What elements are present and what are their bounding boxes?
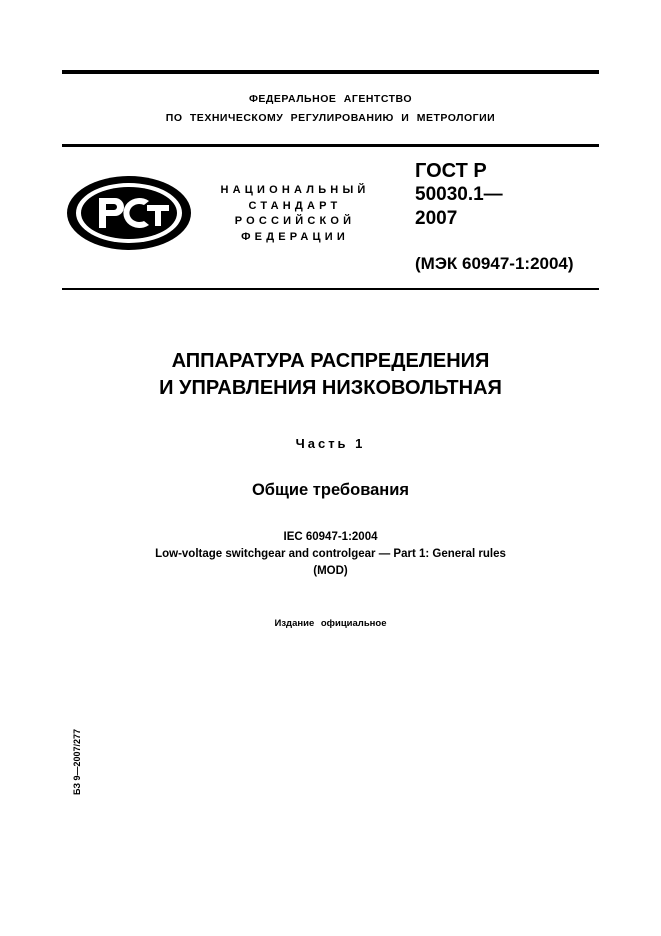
top-rule: [62, 70, 599, 74]
subtitle: Общие требования: [251, 481, 410, 499]
national-line-1: НАЦИОНАЛЬНЫЙ: [220, 184, 370, 196]
national-line-2: СТАНДАРТ: [248, 199, 342, 212]
part-label: Часть 1: [295, 436, 366, 451]
gost-line-2: 50030.1—: [415, 184, 503, 205]
side-code: БЗ 9—2007/277: [72, 728, 82, 795]
edition-label: Издание официальное: [274, 618, 387, 629]
agency-line-1: ФЕДЕРАЛЬНОЕ АГЕНТСТВО: [248, 93, 413, 105]
document-title: [0, 348, 661, 402]
title-line-1: АППАРАТУРА РАСПРЕДЕЛЕНИЯ: [171, 350, 490, 372]
iec-reference: [0, 529, 661, 580]
national-line-4: ФЕДЕРАЦИИ: [241, 230, 349, 243]
national-line-3: РОССИЙСКОЙ: [234, 215, 356, 227]
iec-line-3: (MOD): [313, 565, 348, 577]
header-rule: [62, 144, 599, 147]
iec-line-1: IEC 60947-1:2004: [283, 531, 378, 543]
gost-line-3: 2007: [415, 208, 458, 229]
gost-line-1: ГОСТ Р: [415, 160, 487, 182]
standard-rule: [62, 288, 599, 290]
title-line-2: И УПРАВЛЕНИЯ НИЗКОВОЛЬТНАЯ: [159, 377, 502, 399]
mek-reference: (МЭК 60947-1:2004): [415, 254, 574, 273]
gost-number: [415, 159, 503, 231]
gost-r-mark-icon: [65, 174, 193, 252]
national-standard-label: [200, 183, 390, 245]
agency-line-2: ПО ТЕХНИЧЕСКОМУ РЕГУЛИРОВАНИЮ И МЕТРОЛОГИИ: [165, 112, 496, 124]
iec-line-2: Low-voltage switchgear and controlgear — Part 1: General rules: [155, 548, 506, 560]
